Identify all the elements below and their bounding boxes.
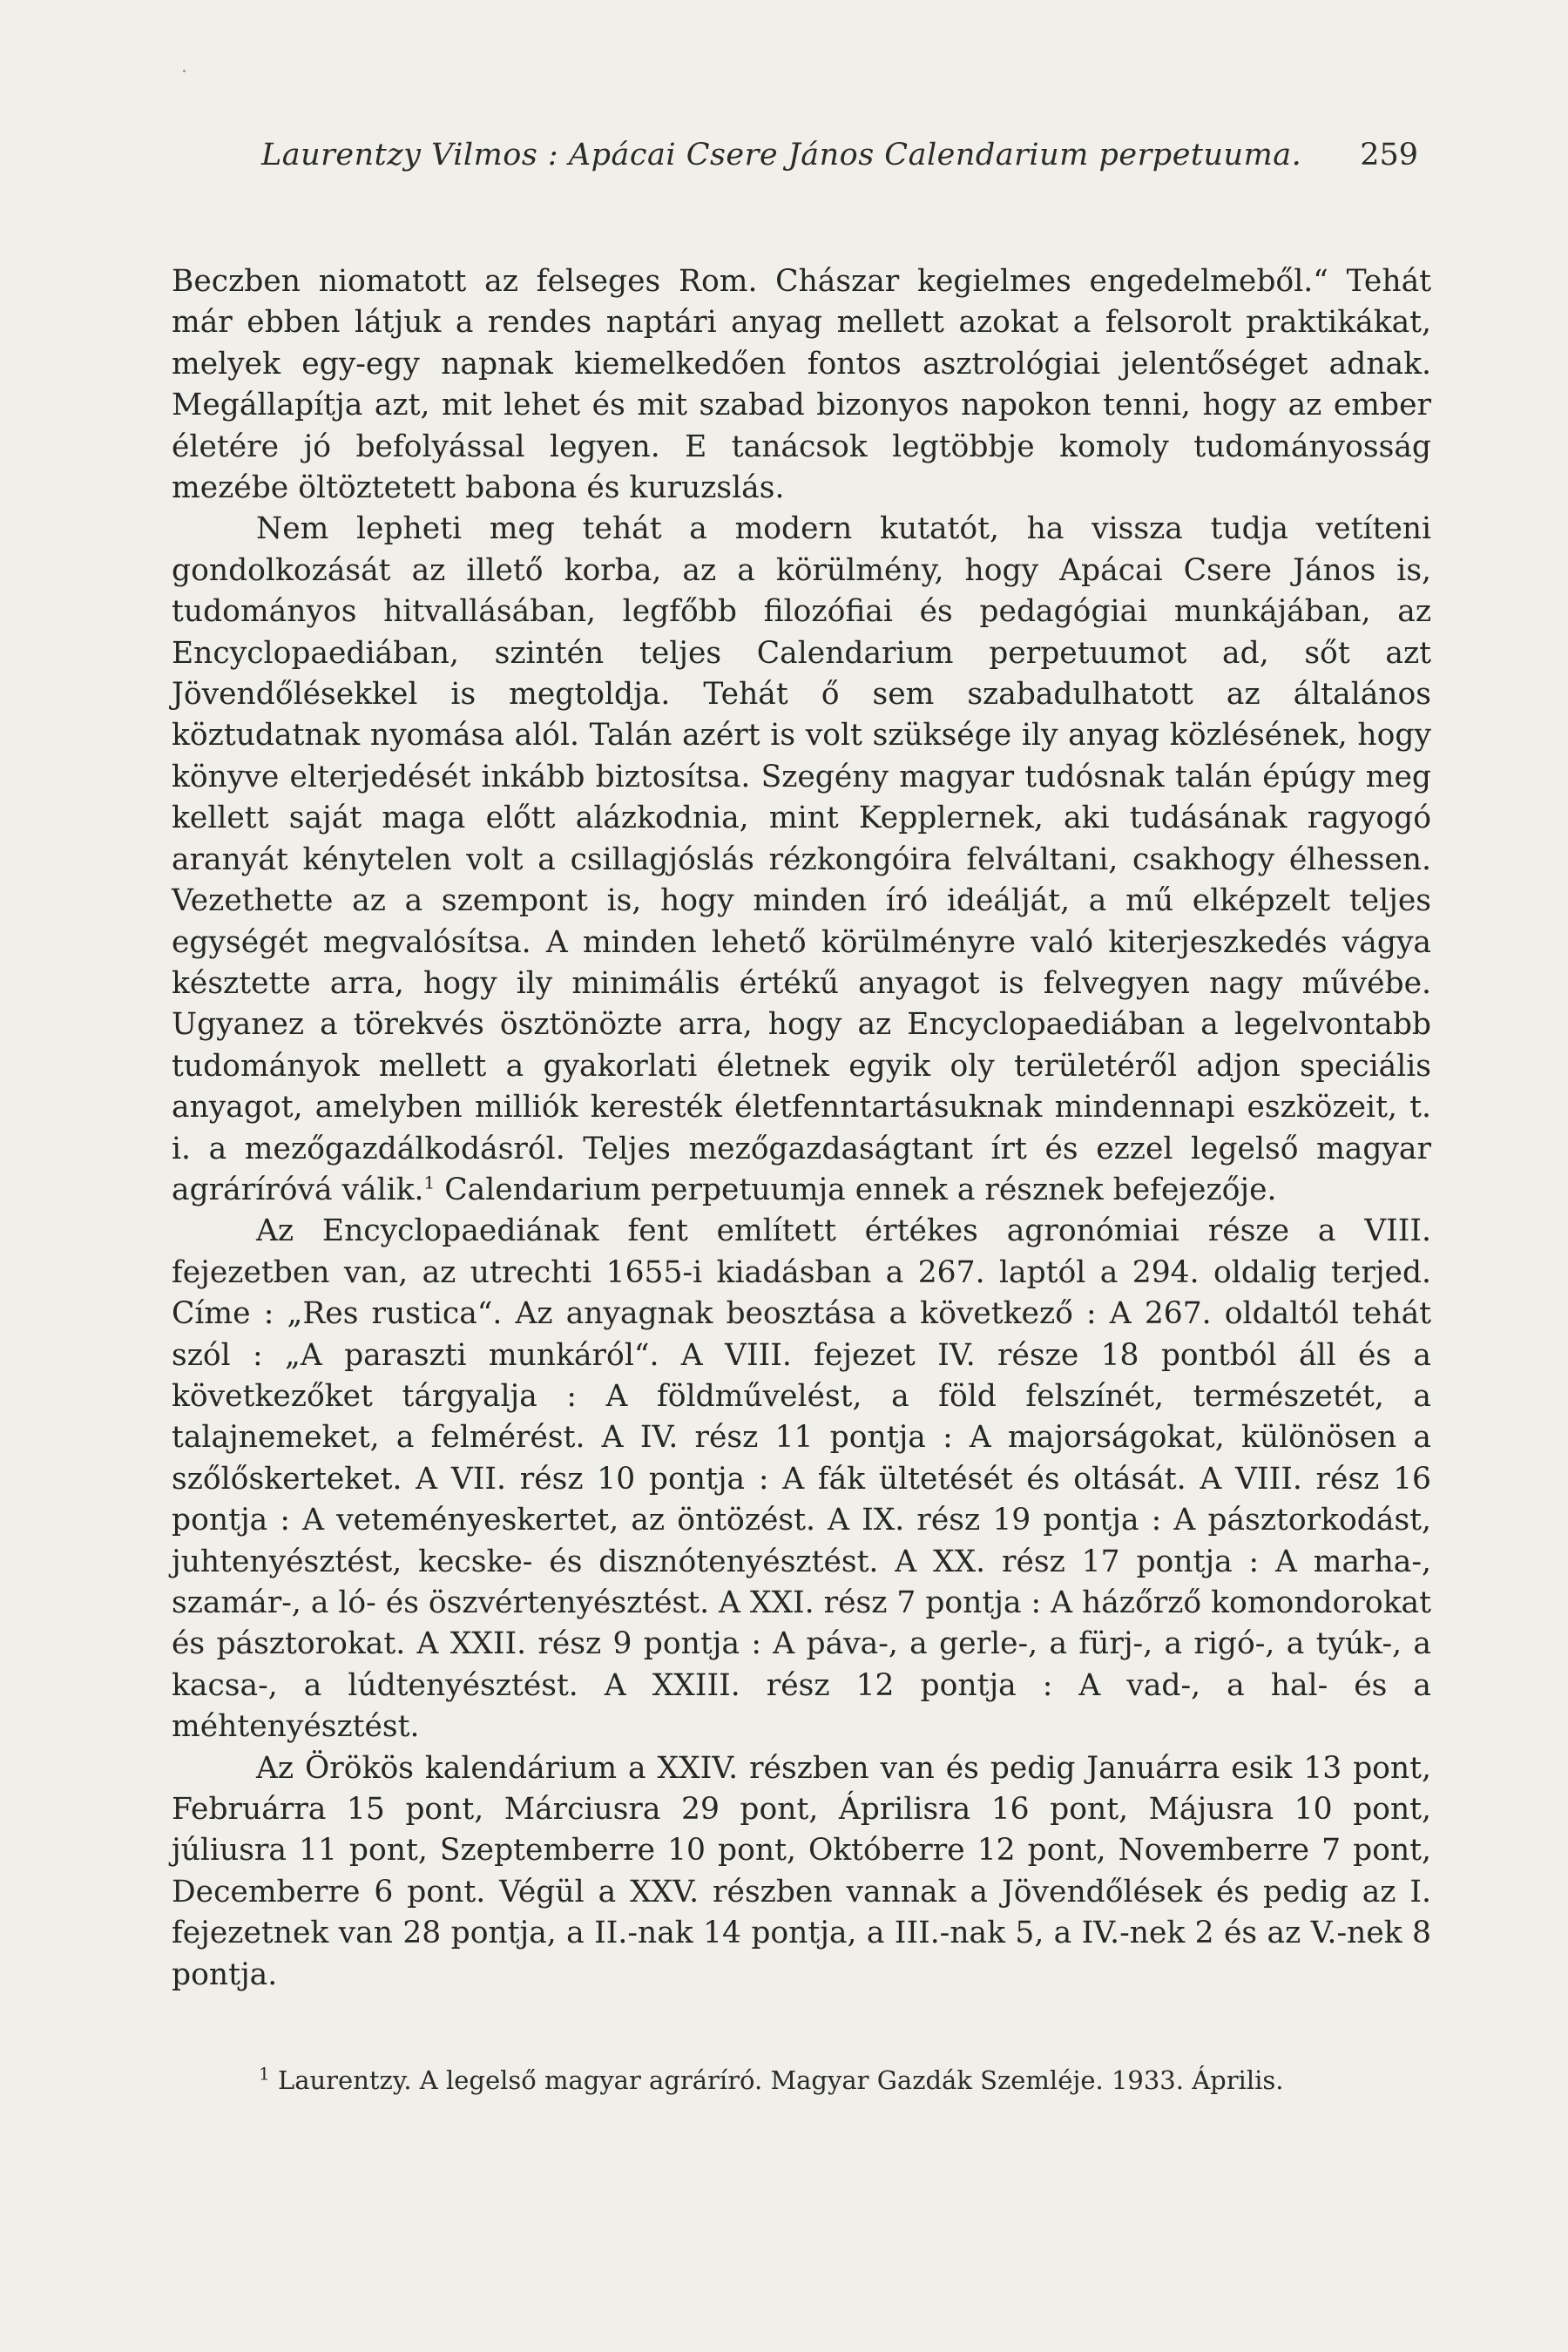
paragraph-4: Az Örökös kalendárium a XXIV. részben van és pedig Januárra esik 13 pont, Februárra 15 pont, Márciusra 29 pont, Áprilisra 16 pont, Májusra 10 pont, júliusra 11 pont, Szeptemberre 10 pont, Októberre 12 pont, Novemberre 7 pont, Decemberre 6 pont. Végül a XXV. részben vannak a Jövendőlések és pedig az I. fejezetnek van 28 pontja, a II.-nak 14 pontja, a III.-nak 5, a IV.-nek 2 és az V.-nek 8 pontja.: [172, 1750, 1431, 1992]
paper-speck: [183, 70, 186, 72]
footnote-marker: 1: [259, 2063, 270, 2085]
paragraph-2-tail: Calendarium perpetuumja ennek a résznek befejezője.: [444, 1172, 1277, 1207]
footnote-reference: 1: [423, 1172, 436, 1193]
paragraph-2-text: Nem lepheti meg tehát a modern kutatót, ha vissza tudja vetíteni gondolkozását az illető korba, az a körülmény, hogy Apácai Csere János is, tudományos hitvallásában, legfőbb filozófiai és pedagógiai munkájában, az Encyclopaediában, szintén teljes Calendarium perpetuumot ad, sőt azt Jövendőlésekkel is megtoldja. Tehát ő sem szabadulhatott az általános köztudatnak nyomása alól. Talán azért is volt szüksége ily anyag közlésének, hogy könyve elterjedését inkább biztosítsa. Szegény magyar tudósnak talán épúgy meg kellett saját maga előtt alázkodnia, mint Kepplernek, aki tudásának ragyogó aranyát kénytelen volt a csillagjóslás rézkongóira felváltani, csakhogy élhessen. Vezethette az a szempont is, hogy minden író ideálját, a mű elképzelt teljes egységét megvalósítsa. A minden lehető körülményre való kiterjeszkedés vágya késztette arra, hogy ily minimális értékű anyagot is felvegyen nagy művébe. Ugyanez a törekvés ösztönözte arra, hogy az Encyclopaediában a legelvontabb tudományok mellett a gyakorlati életnek egyik oly területéről adjon speciális anyagot, amelyben milliók keresték életfenntartásuknak mindennapi eszközeit, t. i. a mezőgazdálkodásról. Teljes mezőgazdaságtant írt és ezzel legelső magyar agráríróvá válik.: [172, 511, 1431, 1207]
footnote: [172, 2063, 1431, 2098]
body-text: [172, 261, 1431, 1996]
page-number: 259: [1360, 138, 1418, 172]
paragraph-3: Az Encyclopaediának fent említett értékes agronómiai része a VIII. fejezetben van, az utrechti 1655-i kiadásban a 267. laptól a 294. oldalig terjed. Címe : „Res rustica“. Az anyagnak beosztása a következő : A 267. oldaltól tehát szól : „A paraszti munkáról“. A VIII. fejezet IV. része 18 pontból áll és a következőket tárgyalja : A földművelést, a föld felszínét, természetét, a talajnemeket, a felmérést. A IV. rész 11 pontja : A majorságokat, különösen a szőlőskerteket. A VII. rész 10 pontja : A fák ültetését és oltását. A VIII. rész 16 pontja : A veteményeskertet, az öntözést. A IX. rész 19 pontja : A pásztorkodást, juhtenyésztést, kecske- és disznótenyésztést. A XX. rész 17 pontja : A marha-, szamár-, a ló- és öszvértenyésztést. A XXI. rész 7 pontja : A házőrző komondorokat és pásztorokat. A XXII. rész 9 pontja : A páva-, a gerle-, a fürj-, a rigó-, a tyúk-, a kacsa-, a lúdtenyésztést. A XXIII. rész 12 pontja : A vad-, a hal- és a méhtenyésztést.: [172, 1213, 1431, 1745]
footnote-text: Laurentzy. A legelső magyar agráríró. Magyar Gazdák Szemléje. 1933. Április.: [277, 2065, 1284, 2095]
page-header: [261, 138, 1429, 190]
paragraph-1: Beczben niomatott az felseges Rom. Chászar kegielmes engedelmeből.“ Tehát már ebben látjuk a rendes naptári anyag mellett azokat a felsorolt praktikákat, melyek egy-egy napnak kiemelkedően fontos asztrológiai jelentőséget adnak. Megállapítja azt, mit lehet és mit szabad bizonyos napokon tenni, hogy az ember életére jó befolyással legyen. E tanácsok legtöbbje komoly tudományosság mezébe öltöztetett babona és kuruzslás.: [172, 264, 1431, 506]
paragraph-2: [172, 509, 1431, 1211]
running-title: Laurentzy Vilmos : Apácai Csere János Calendarium perpetuuma.: [261, 138, 1302, 172]
